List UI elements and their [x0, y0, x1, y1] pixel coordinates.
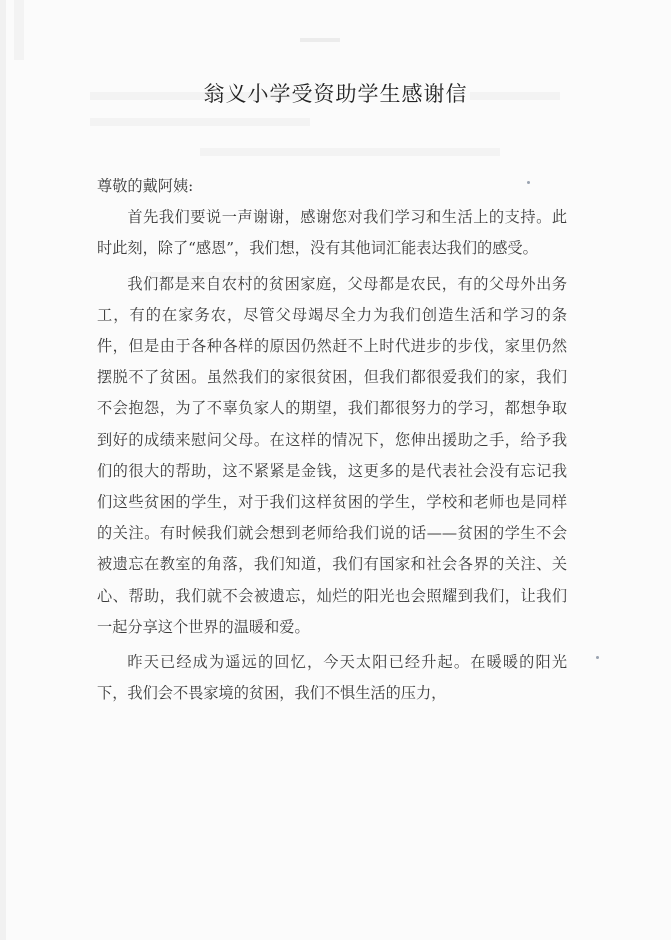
letter-body: [97, 171, 567, 709]
letter-salutation: 尊敬的戴阿姨:: [97, 177, 194, 195]
letter-title: 翁义小学受资助学生感谢信: [203, 82, 468, 106]
letter-paragraph-2: 我们都是来自农村的贫困家庭，父母都是农民，有的父母外出务工，有的在家务农，尽管父母竭尽全力为我们创造生活和学习的条件，但是由于各种各样的原因仍然赶不上时代进步的步伐，家里仍然摆脱不了贫困。虽然我们的家很贫困，但我们都很爱我们的家，我们不会抱怨，为了不辜负家人的期望，我们都很努力的学习，都想争取到好的成绩来慰问父母。在这样的情况下，您伸出援助之手，给予我们的很大的帮助，这不紧紧是金钱，这更多的是代表社会没有忘记我们这些贫困的学生，对于我们这样贫困的学生，学校和老师也是同样的关注。有时候我们就会想到老师给我们说的话——贫困的学生不会被遗忘在教室的角落，我们知道，我们有国家和社会各界的关注、关心、帮助，我们就不会被遗忘，灿烂的阳光也会照耀到我们，让我们一起分享这个世界的温暖和爱。: [97, 274, 567, 636]
letter-paragraph-1: 首先我们要说一声谢谢，感谢您对我们学习和生活上的支持。此时此刻，除了“感恩”，我们想，没有其他词汇能表达我们的感受。: [97, 208, 567, 258]
letter-paragraph-3: 昨天已经成为遥远的回忆，今天太阳已经升起。在暖暖的阳光下，我们会不畏家境的贫困，我们不惧生活的压力，: [97, 653, 567, 703]
paper-speck: [596, 656, 599, 659]
